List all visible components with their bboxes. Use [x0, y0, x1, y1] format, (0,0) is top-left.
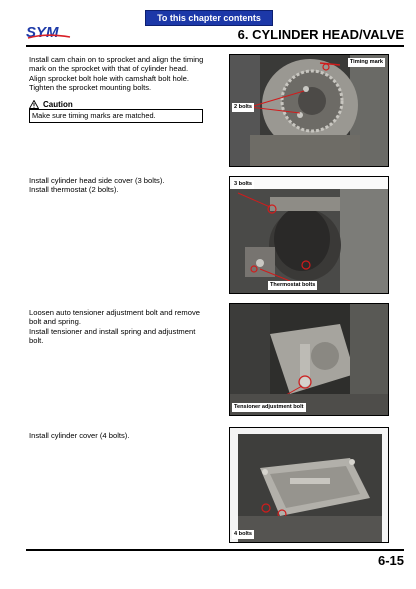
warning-icon	[29, 100, 39, 109]
caution-heading	[29, 100, 73, 109]
footer-rule	[26, 549, 404, 551]
header-rule	[26, 45, 404, 47]
svg-text:SYM: SYM	[26, 24, 59, 40]
step-2-text: Install cylinder head side cover (3 bolts). Install thermostat (2 bolts).	[29, 176, 165, 195]
tensioner-bolt-label: Tensioner adjustment bolt	[234, 404, 304, 410]
step-1-text: Install cam chain on to sprocket and align the timing mark on the sprocket with that of cylinder head. Align sprocket bolt hole with camshaft bolt hole. Tighten the sprocket mounting bolts.	[29, 55, 204, 92]
timing-mark-label: Timing mark	[349, 59, 383, 65]
caution-label: Caution	[43, 100, 73, 109]
step-3-text: Loosen auto tensioner adjustment bolt and remove bolt and spring. Install tensioner and install spring and adjustment bolt.	[29, 308, 200, 345]
thermostat-bolts-label: Thermostat bolts	[270, 282, 316, 288]
step-4-photo	[229, 427, 389, 543]
step-4-text: Install cylinder cover (4 bolts).	[29, 431, 130, 440]
chapter-contents-link[interactable]: To this chapter contents	[145, 10, 273, 26]
page-number: 6-15	[377, 553, 404, 568]
step-1-photo	[229, 54, 389, 167]
step-2-photo	[229, 176, 389, 294]
three-bolts-label: 3 bolts	[234, 181, 253, 187]
caution-text: Make sure timing marks are matched.	[29, 109, 203, 123]
two-bolts-label: 2 bolts	[234, 104, 253, 110]
four-bolts-label: 4 bolts	[234, 531, 253, 537]
step-3-photo	[229, 303, 389, 416]
sym-logo	[26, 24, 72, 40]
chapter-title: 6. CYLINDER HEAD/VALVE	[237, 27, 404, 42]
